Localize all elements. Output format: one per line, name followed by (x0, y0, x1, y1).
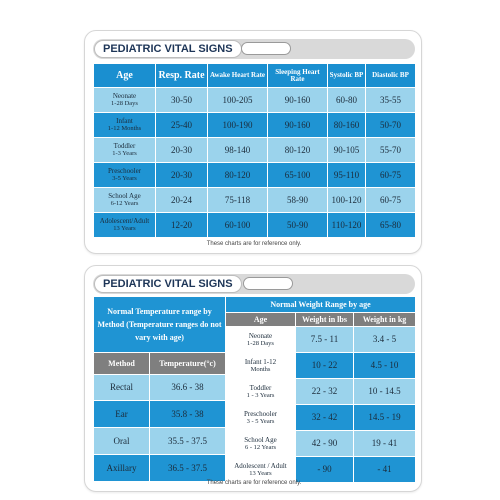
weight-table (225, 296, 416, 483)
lbs-cell: 7.5 - 11 (296, 327, 354, 353)
age-cell (226, 457, 296, 483)
card-title-bar (93, 274, 415, 294)
age-label: Preschooler (243, 409, 278, 418)
age-cell (94, 113, 156, 138)
temperature-heading: Normal Temperature range by Method (Temperature ranges do not vary with age) (94, 297, 226, 353)
header-age: Age (94, 64, 156, 88)
table-row (94, 455, 226, 482)
age-label: Neonate (112, 92, 137, 100)
table-row (94, 375, 226, 401)
temperature-cell: 35.5 - 37.5 (150, 428, 226, 455)
age-range: 1-3 Years (112, 150, 137, 157)
table-row (226, 405, 416, 431)
age-label: School Age (108, 192, 141, 200)
header-temperature: Temperature(°c) (150, 353, 226, 375)
table-row (94, 113, 416, 138)
age-label: Adolescent / Adult (234, 461, 287, 470)
header-systolic-bp: Systolic BP (328, 64, 366, 88)
resp-cell: 25-40 (156, 113, 208, 138)
systolic-cell: 90-105 (328, 138, 366, 163)
age-cell (226, 431, 296, 457)
age-range: 3-5 Years (112, 175, 137, 182)
age-cell (94, 163, 156, 188)
diastolic-cell: 65-80 (366, 213, 416, 238)
kg-cell: 14.5 - 19 (354, 405, 416, 431)
age-cell (94, 213, 156, 238)
age-range: 3 - 5 Years (246, 417, 275, 425)
table-row (226, 353, 416, 379)
header-sleeping-heart-rate: Sleeping Heart Rate (268, 64, 328, 88)
systolic-cell: 110-120 (328, 213, 366, 238)
sleep-cell: 80-120 (268, 138, 328, 163)
table-row (226, 457, 416, 483)
age-range: 6 - 12 Years (244, 443, 277, 451)
kg-cell: 4.5 - 10 (354, 353, 416, 379)
age-label: Toddler (249, 383, 272, 392)
table-row (94, 163, 416, 188)
lbs-cell: 32 - 42 (296, 405, 354, 431)
resp-cell: 20-24 (156, 188, 208, 213)
sleep-cell: 50-90 (268, 213, 328, 238)
lbs-cell: - 90 (296, 457, 354, 483)
temperature-cell: 35.8 - 38 (150, 401, 226, 428)
age-cell (226, 379, 296, 405)
diastolic-cell: 35-55 (366, 88, 416, 113)
header-diastolic-bp: Diastolic BP (366, 64, 416, 88)
table-header-row (94, 64, 416, 88)
header-awake-heart-rate: Awake Heart Rate (208, 64, 268, 88)
weight-heading: Normal Weight Range by age (226, 297, 416, 313)
age-label: Toddler (113, 142, 136, 150)
kg-cell: - 41 (354, 457, 416, 483)
lanyard-slot (241, 42, 291, 55)
kg-cell: 19 - 41 (354, 431, 416, 457)
diastolic-cell: 50-70 (366, 113, 416, 138)
systolic-cell: 80-160 (328, 113, 366, 138)
lbs-cell: 22 - 32 (296, 379, 354, 405)
temperature-weight-card (84, 265, 422, 492)
temperature-table (93, 296, 226, 482)
age-cell (226, 353, 296, 379)
reference-footnote: These charts are for reference only. (206, 241, 302, 247)
age-range: 13 Years (113, 225, 136, 232)
diastolic-cell: 60-75 (366, 163, 416, 188)
awake-cell: 100-205 (208, 88, 268, 113)
age-range: 1-28 Days (247, 339, 274, 347)
age-cell (94, 138, 156, 163)
sleep-cell: 65-100 (268, 163, 328, 188)
awake-cell: 100-190 (208, 113, 268, 138)
age-label: Infant 1-12 (244, 357, 277, 366)
kg-cell: 3.4 - 5 (354, 327, 416, 353)
card-title-bar (93, 39, 415, 59)
table-row (226, 431, 416, 457)
header-weight-kg: Weight in kg (354, 313, 416, 327)
table-row (94, 188, 416, 213)
awake-cell: 60-100 (208, 213, 268, 238)
systolic-cell: 100-120 (328, 188, 366, 213)
age-label: School Age (244, 435, 277, 444)
method-cell: Oral (94, 428, 150, 455)
resp-cell: 12-20 (156, 213, 208, 238)
age-label: Adolescent/Adult (99, 217, 150, 225)
method-cell: Axillary (94, 455, 150, 482)
age-range: 1-12 Months (107, 125, 142, 132)
lbs-cell: 42 - 90 (296, 431, 354, 457)
age-cell (226, 327, 296, 353)
age-label: Infant (116, 117, 133, 125)
lbs-cell: 10 - 22 (296, 353, 354, 379)
age-label: Neonate (248, 331, 273, 340)
sleep-cell: 58-90 (268, 188, 328, 213)
age-range: 1-28 Days (111, 100, 138, 107)
header-weight-lbs: Weight in lbs (296, 313, 354, 327)
table-row (94, 88, 416, 113)
sleep-cell: 90-160 (268, 113, 328, 138)
systolic-cell: 95-110 (328, 163, 366, 188)
table-row (226, 379, 416, 405)
header-age: Age (226, 313, 296, 327)
card-title: PEDIATRIC VITAL SIGNS (94, 275, 242, 293)
card-title: PEDIATRIC VITAL SIGNS (94, 40, 242, 58)
resp-cell: 20-30 (156, 138, 208, 163)
vital-signs-table (93, 63, 416, 238)
table-row (226, 327, 416, 353)
method-cell: Ear (94, 401, 150, 428)
awake-cell: 80-120 (208, 163, 268, 188)
table-row (94, 213, 416, 238)
diastolic-cell: 60-75 (366, 188, 416, 213)
table-row (94, 428, 226, 455)
age-cell (94, 88, 156, 113)
age-range: 13 Years (249, 469, 272, 477)
diastolic-cell: 55-70 (366, 138, 416, 163)
resp-cell: 30-50 (156, 88, 208, 113)
age-cell (94, 188, 156, 213)
resp-cell: 20-30 (156, 163, 208, 188)
age-range: 6-12 Years (110, 200, 139, 207)
sleep-cell: 90-160 (268, 88, 328, 113)
age-range: 1 - 3 Years (246, 391, 275, 399)
temperature-cell: 36.5 - 37.5 (150, 455, 226, 482)
table-row (94, 138, 416, 163)
reference-footnote: These charts are for reference only. (206, 480, 302, 486)
header-method: Method (94, 353, 150, 375)
systolic-cell: 60-80 (328, 88, 366, 113)
lanyard-slot (243, 277, 293, 290)
age-label: Preschooler (107, 167, 142, 175)
awake-cell: 75-118 (208, 188, 268, 213)
kg-cell: 10 - 14.5 (354, 379, 416, 405)
awake-cell: 98-140 (208, 138, 268, 163)
age-cell (226, 405, 296, 431)
vital-signs-card (84, 30, 422, 254)
age-range: Months (250, 365, 271, 373)
table-row (94, 401, 226, 428)
temperature-cell: 36.6 - 38 (150, 375, 226, 401)
method-cell: Rectal (94, 375, 150, 401)
header-resp-rate: Resp. Rate (156, 64, 208, 88)
